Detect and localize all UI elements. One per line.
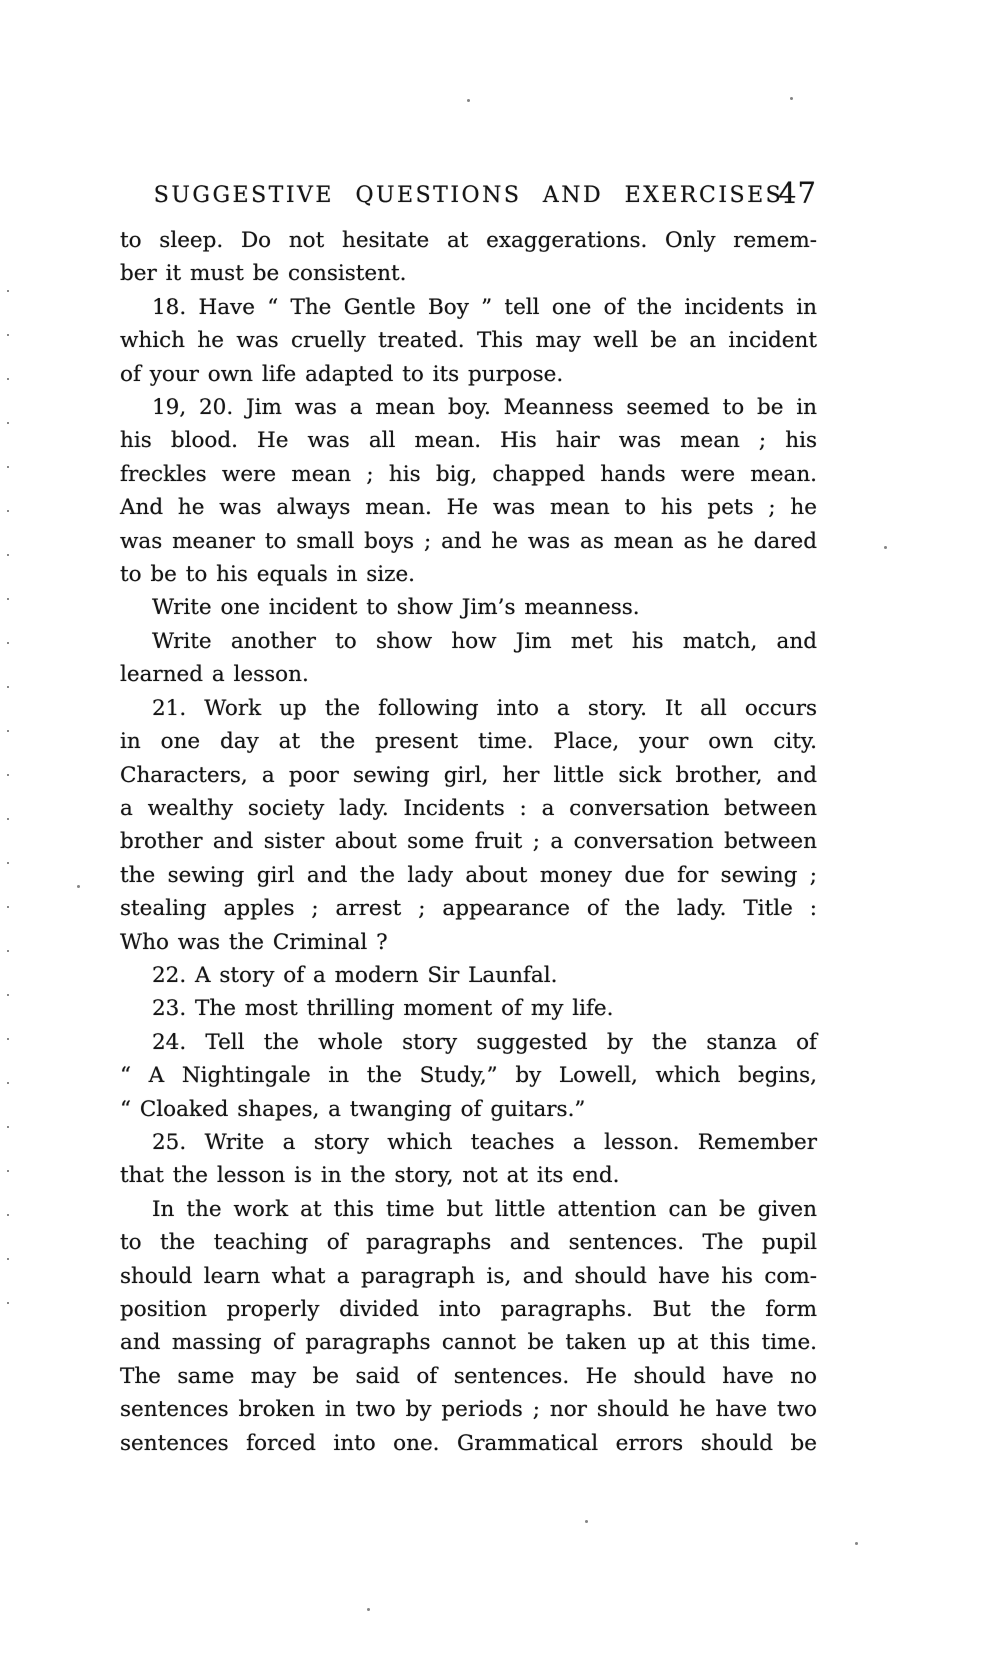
text-line: “ A Nightingale in the Study,” by Lowell, which begins, (120, 1063, 817, 1089)
text-line: that the lesson is in the story, not at its end. (120, 1163, 620, 1189)
scan-speck (467, 99, 470, 102)
text-line: Write another to show how Jim met his match, and (152, 628, 817, 654)
text-line: stealing apples ; arrest ; appearance of the lady. Title : (120, 896, 817, 922)
text-line: The same may be said of sentences. He should have no (120, 1363, 817, 1389)
text-line: 19, 20. Jim was a mean boy. Meanness seemed to be in (152, 395, 817, 421)
text-line: 23. The most thrilling moment of my life. (152, 996, 614, 1022)
text-line: 25. Write a story which teaches a lesson. Remember (152, 1129, 817, 1155)
text-line: a wealthy society lady. Incidents : a conversation between (120, 795, 817, 821)
text-line: was meaner to small boys ; and he was as mean as he dared (120, 528, 817, 554)
text-line: should learn what a paragraph is, and should have his com- (120, 1263, 817, 1289)
text-line: of your own life adapted to its purpose. (120, 361, 564, 387)
scan-speck (367, 1608, 370, 1611)
scan-speck (855, 1542, 858, 1545)
text-line: learned a lesson. (120, 662, 309, 688)
text-line: sentences broken in two by periods ; nor should he have two (120, 1397, 817, 1423)
text-block (120, 224, 817, 1460)
text-line: 24. Tell the whole story suggested by the stanza of (152, 1029, 817, 1055)
text-line: to the teaching of paragraphs and sentences. The pupil (120, 1230, 817, 1256)
text-line: 21. Work up the following into a story. It all occurs (152, 695, 817, 721)
text-line: and massing of paragraphs cannot be taken up at this time. (120, 1330, 817, 1356)
scan-speck (585, 1520, 588, 1523)
text-line: “ Cloaked shapes, a twanging of guitars.” (120, 1096, 586, 1122)
scan-speck (77, 885, 80, 888)
scan-speck (884, 546, 887, 549)
scan-speck (790, 97, 793, 100)
text-line: freckles were mean ; his big, chapped hands were mean. (120, 461, 817, 487)
text-line: position properly divided into paragraphs. But the form (120, 1297, 817, 1322)
text-line: sentences forced into one. Grammatical errors should be (120, 1430, 817, 1456)
text-line: 18. Have “ The Gentle Boy ” tell one of the incidents in (152, 294, 817, 320)
text-line: 22. A story of a modern Sir Launfal. (152, 962, 558, 988)
text-line: Who was the Criminal ? (120, 929, 388, 955)
text-line: And he was always mean. He was mean to his pets ; he (120, 495, 817, 521)
text-line: which he was cruelly treated. This may well be an incident (120, 328, 817, 354)
running-head-title: SUGGESTIVE QUESTIONS AND EXERCISES (153, 183, 784, 208)
text-line: Write one incident to show Jim’s meanness. (152, 595, 640, 621)
text-line: the sewing girl and the lady about money due for sewing ; (120, 862, 817, 888)
text-line: in one day at the present time. Place, your own city. (120, 729, 817, 755)
page-header (120, 178, 817, 214)
text-line: his blood. He was all mean. His hair was mean ; his (120, 428, 817, 454)
text-line: In the work at this time but little attention can be given (152, 1196, 817, 1222)
page-number: 47 (778, 176, 817, 210)
text-line: brother and sister about some fruit ; a conversation between (120, 829, 817, 855)
text-line: Characters, a poor sewing girl, her little sick brother, and (120, 762, 817, 788)
text-line: ber it must be consistent. (120, 261, 407, 287)
scan-speckles-left (7, 290, 9, 1320)
text-line: to be to his equals in size. (120, 562, 415, 588)
text-line: to sleep. Do not hesitate at exaggerations. Only remem- (120, 228, 817, 253)
